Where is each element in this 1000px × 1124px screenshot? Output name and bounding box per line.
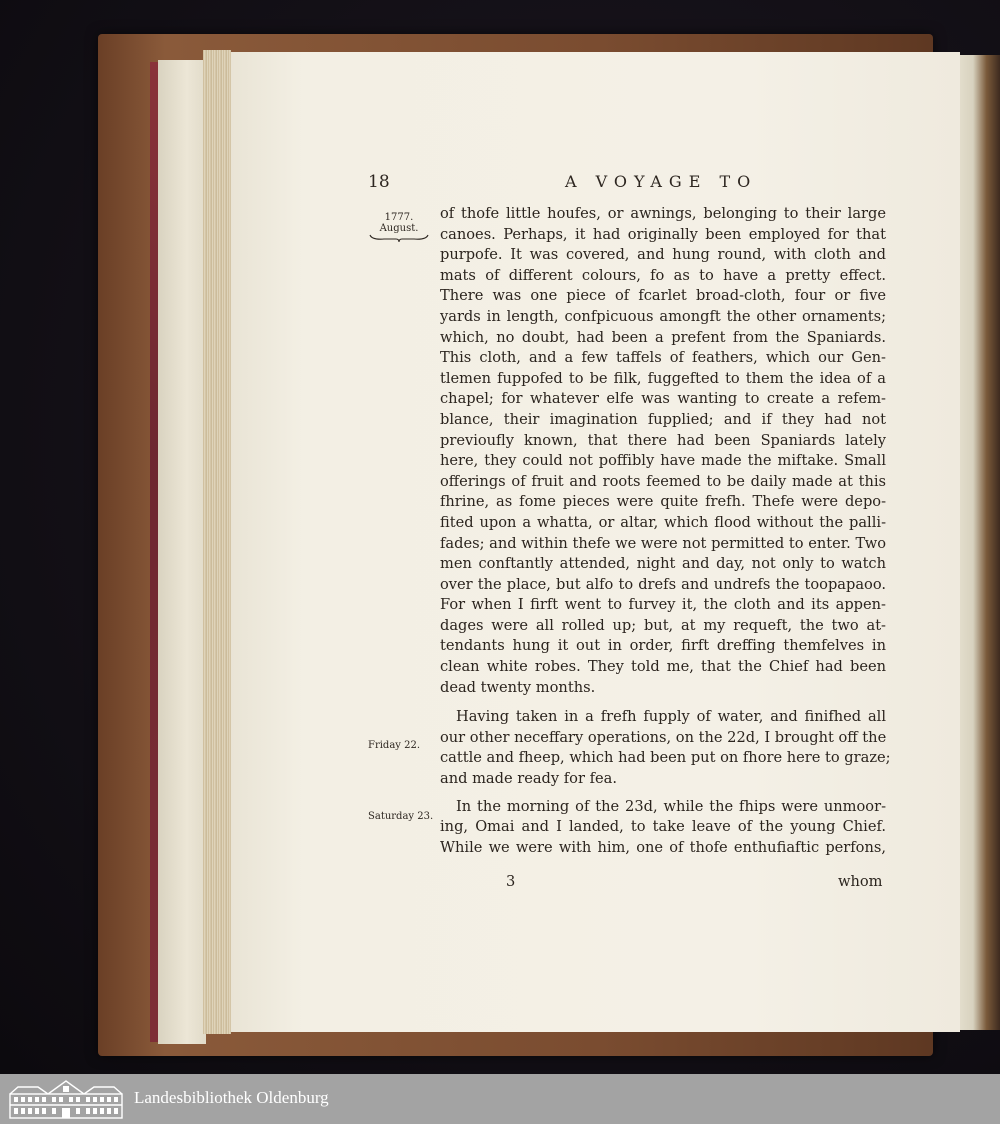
text-line: men conftantly attended, night and day, not only to watch (440, 555, 886, 573)
text-line: over the place, but alfo to drefs and undrefs the toopapaoo. (440, 575, 886, 593)
body-text (440, 204, 891, 858)
running-head-title: A VOYAGE TO (565, 172, 758, 191)
text-line: fades; and within thefe we were not permitted to enter. Two (440, 534, 886, 552)
text-line: dead twenty months. (440, 678, 596, 696)
text-line: blance, their imagination fupplied; and if they had not (440, 410, 886, 428)
margin-month: August. (379, 223, 419, 234)
text-line: tlemen fuppofed to be filk, fuggefted to them the idea of a (440, 369, 886, 387)
text-line: purpofe. It was covered, and hung round, with cloth and (440, 246, 886, 264)
text-line: This cloth, and a few taffels of feathers, which our Gen- (440, 349, 886, 367)
text-line: and made ready for fea. (440, 770, 617, 788)
margin-year: 1777. (384, 212, 414, 223)
text-line: which, no doubt, had been a prefent from the Spaniards. (440, 328, 886, 346)
text-line: ing, Omai and I landed, to take leave of the young Chief. (440, 818, 886, 836)
side-note-saturday: Saturday 23. (368, 811, 434, 822)
text-line: our other neceffary operations, on the 22d, I brought off the (440, 728, 887, 746)
footer-bar (0, 1074, 1000, 1124)
margin-date (368, 212, 430, 234)
library-building-icon (8, 1078, 124, 1120)
text-line: fhrine, as fome pieces were quite frefh. Thefe were depo- (440, 493, 886, 511)
right-page-edge (955, 55, 1000, 1030)
text-line: of thofe little houfes, or awnings, belonging to their large (440, 205, 886, 222)
flyleaf (158, 60, 206, 1044)
text-line: yards in length, confpicuous amongft the other ornaments; (440, 307, 886, 325)
text-line: offerings of fruit and roots feemed to be daily made at this (440, 472, 886, 490)
text-line: fited upon a whatta, or altar, which flood without the palli- (440, 513, 886, 531)
text-line: tendants hung it out in order, firft dreffing themfelves in (440, 637, 886, 655)
page-block-edges (203, 50, 231, 1034)
running-head (368, 172, 888, 196)
brace-icon (368, 234, 430, 242)
text-line: here, they could not poffibly have made the miftake. Small (440, 452, 886, 470)
side-note-friday: Friday 22. (368, 740, 421, 751)
text-line: mats of different colours, fo as to have a pretty effect. (440, 266, 886, 284)
text-line: canoes. Perhaps, it had originally been employed for that (440, 225, 886, 243)
text-line: dages were all rolled up; but, at my requeft, the two at- (440, 616, 886, 634)
text-line: chapel; for whatever elfe was wanting to create a refem- (440, 390, 886, 408)
text-line: For when I firft went to furvey it, the cloth and its appen- (440, 596, 886, 614)
page-number: 18 (368, 172, 390, 192)
text-line: There was one piece of fcarlet broad-cloth, four or five (440, 287, 886, 305)
text-line: clean white robes. They told me, that the Chief had been (440, 658, 886, 676)
signature-mark: 3 (506, 873, 516, 890)
library-name: Landesbibliothek Oldenburg (134, 1088, 329, 1107)
text-line: previoufly known, that there had been Spaniards lately (440, 431, 886, 449)
text-line: In the morning of the 23d, while the fhips were unmoor- (456, 797, 886, 815)
catchword: whom (838, 873, 883, 890)
text-line: Having taken in a frefh fupply of water, and finifhed all (456, 708, 886, 726)
text-line: cattle and fheep, which had been put on fhore here to graze; (440, 749, 891, 767)
text-line: While we were with him, one of thofe enthufiaftic perfons, (440, 838, 886, 856)
